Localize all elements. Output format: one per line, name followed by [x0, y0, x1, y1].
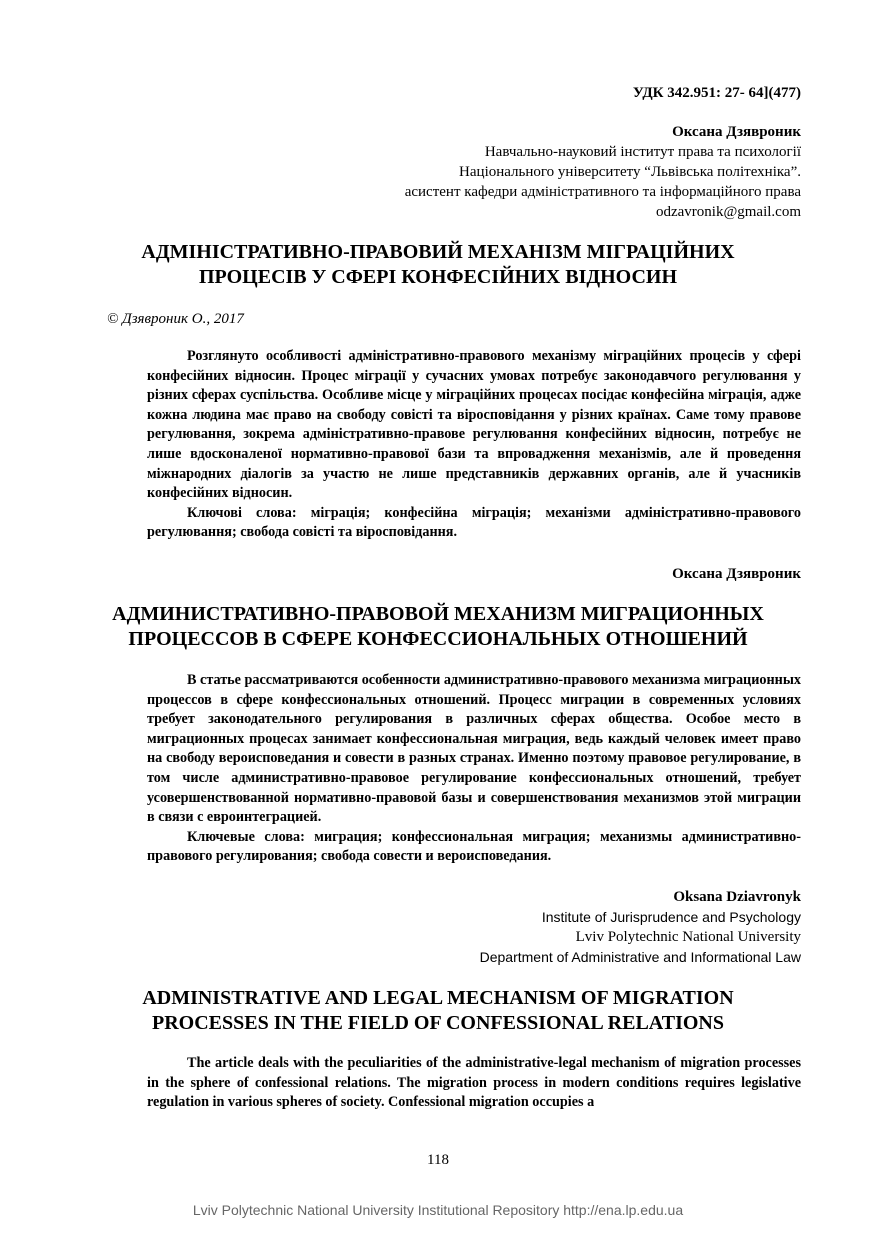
ua-author-name: Оксана Дзявроник — [672, 124, 801, 140]
en-title — [75, 986, 801, 1036]
page-number: 118 — [427, 1152, 449, 1168]
ua-author-block — [405, 122, 801, 222]
repository-footer: Lviv Polytechnic National University Institutional Repository http://ena.lp.edu.ua — [192, 1202, 684, 1218]
ua-abstract: Розглянуто особливості адміністративно-правового механізму міграційних процесів у сфері конфесійних відносин. Процес міграції у сучасних умовах потребує законодавчого регулювання у різних сферах суспільства. Особливе місце у міграційних процесах посідає конфесійна міграція, адже кожна людина має право на свободу совісті та віросповідання у різних країнах. Саме тому правове регулювання, зокрема адміністративно-правове регулювання конфесійних відносин, потребує не лише вдосконаленої нормативно-правової бази та впровадження механізмів, але й проведення міжнародних діалогів за участю не лише представників державних органів, але й учасників конфесійних відносин. — [147, 348, 801, 502]
ru-keywords: Ключевые слова: миграция; конфессиональная миграция; механизмы административно-правового регулирования; свобода совести и вероисповедания. — [147, 828, 801, 865]
ua-affiliation-line: асистент кафедри адміністративного та інформаційного права — [404, 184, 801, 200]
udk-code: УДК 342.951: 27- 64](477) — [632, 85, 801, 101]
en-author-name: Oksana Dziavronyk — [673, 889, 801, 905]
ru-title — [75, 602, 801, 652]
ru-abstract: В статье рассматриваются особенности административно-правового механизма миграционных процессов в сфере конфессиональных отношений. Процесс миграции в современных условиях требует законодательного регулирования в различных сферах общества. Особое место в миграционных процесах занимает конфессиональная миграция, ведь каждый человек имеет право на свободу вероисповедания и совести в разных странах. Именно поэтому правовое регулирование, в том числе административно-правовое регулирование конфессиональных отношений, требует усовершенствованной нормативно-правовой базы и совершенствования механизмов этой миграции в связи с евроинтеграцией. — [147, 672, 801, 826]
ua-keywords: Ключові слова: міграція; конфесійна міграція; механізми адміністративно-правового регулювання; свобода совісті та віросповідання. — [147, 504, 801, 541]
en-title-line: ADMINISTRATIVE AND LEGAL MECHANISM OF MIGRATION — [142, 987, 734, 1009]
ru-author-name: Оксана Дзявроник — [672, 566, 801, 582]
ru-title-line: ПРОЦЕССОВ В СФЕРЕ КОНФЕССИОНАЛЬНЫХ ОТНОШЕНИЙ — [128, 628, 748, 650]
ua-affiliation-line: Навчально-науковий інститут права та психології — [484, 144, 801, 160]
en-title-line: PROCESSES IN THE FIELD OF CONFESSIONAL RELATIONS — [151, 1012, 724, 1034]
ua-affiliation-line: Національного університету “Львівська політехніка”. — [459, 164, 801, 180]
en-abstract: The article deals with the peculiarities of the administrative-legal mechanism of migration processes in the sphere of confessional relations. The migration process in modern conditions requires legislative regulation in various spheres of society. Confessional migration occupies a — [147, 1055, 801, 1111]
ua-author-email: odzavronik@gmail.com — [655, 204, 801, 220]
copyright: © Дзявроник О., 2017 — [107, 311, 244, 327]
ua-title-line: АДМІНІСТРАТИВНО-ПРАВОВИЙ МЕХАНІЗМ МІГРАЦІЙНИХ — [141, 241, 735, 263]
en-author-block — [480, 887, 801, 967]
ua-title-line: ПРОЦЕСІВ У СФЕРІ КОНФЕСІЙНИХ ВІДНОСИН — [198, 266, 678, 288]
en-institute: Institute of Jurisprudence and Psychology — [541, 909, 801, 925]
en-department: Department of Administrative and Informational Law — [479, 949, 801, 965]
en-abstract-block — [147, 1054, 801, 1113]
ua-title — [75, 240, 801, 290]
ua-abstract-block — [147, 347, 801, 543]
ru-abstract-block — [147, 671, 801, 867]
ru-title-line: АДМИНИСТРАТИВНО-ПРАВОВОЙ МЕХАНИЗМ МИГРАЦИОННЫХ — [112, 603, 764, 625]
en-university: Lviv Polytechnic National University — [575, 929, 801, 945]
